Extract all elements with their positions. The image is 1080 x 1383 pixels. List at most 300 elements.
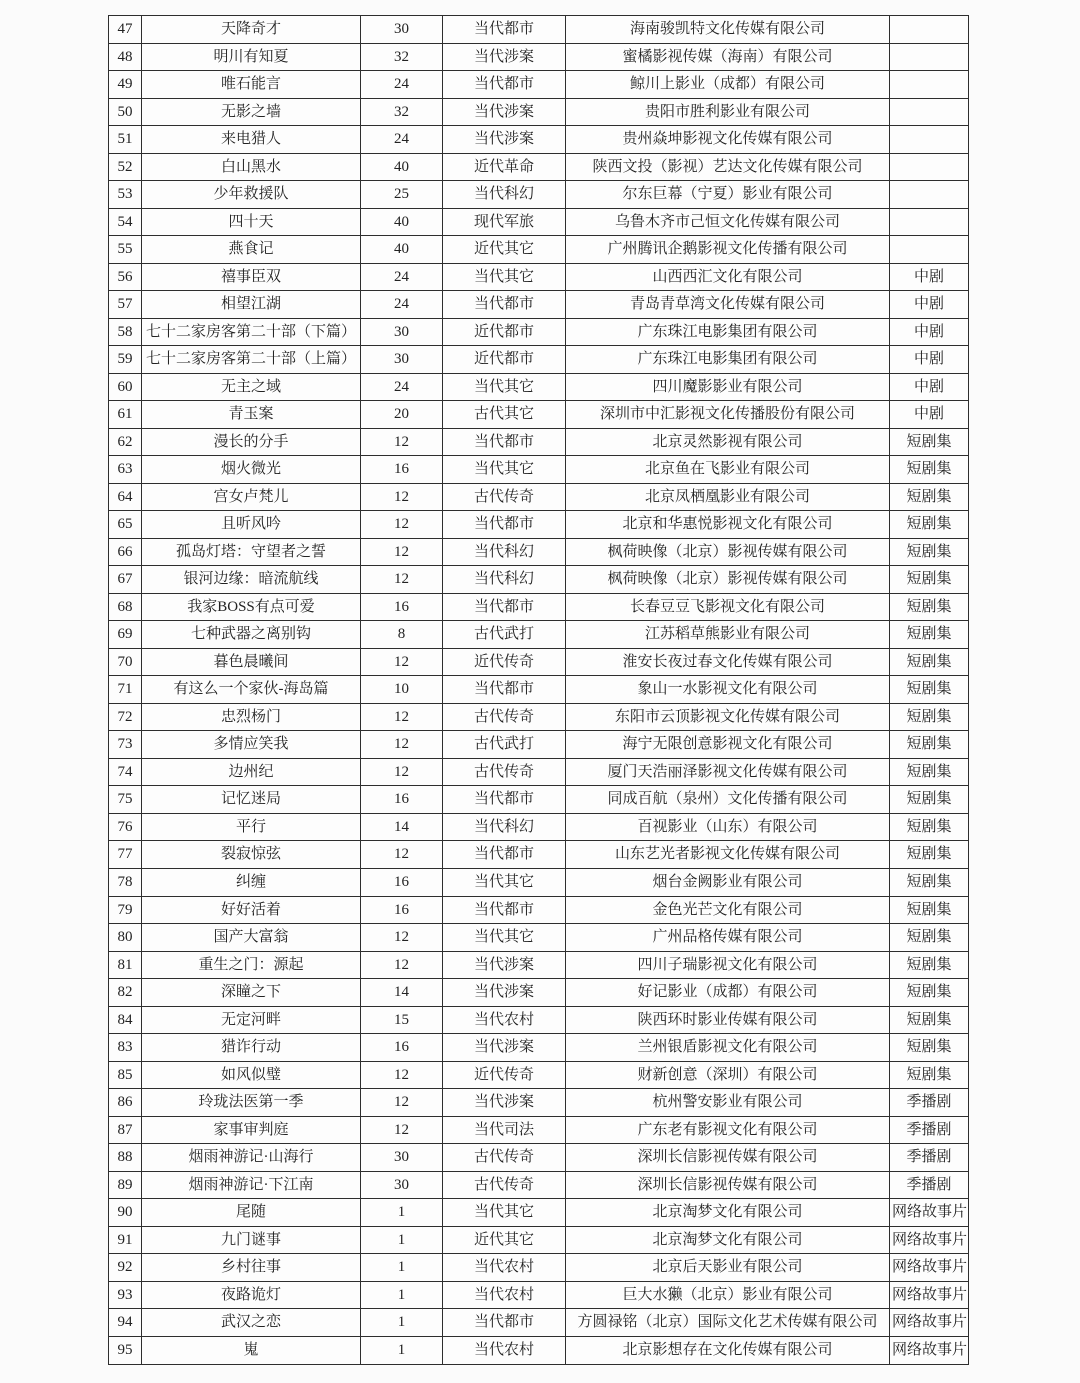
cell-episodes: 12 — [361, 1116, 443, 1144]
cell-company: 北京淘梦文化有限公司 — [566, 1226, 890, 1254]
cell-genre: 当代都市 — [443, 511, 566, 539]
cell-episodes: 24 — [361, 126, 443, 154]
cell-company: 青岛青草湾文化传媒有限公司 — [566, 291, 890, 319]
cell-title: 好好活着 — [142, 896, 361, 924]
cell-category — [890, 71, 969, 99]
table-row — [109, 786, 969, 814]
cell-title: 来电猎人 — [142, 126, 361, 154]
cell-category: 网络故事片 — [890, 1199, 969, 1227]
cell-category: 短剧集 — [890, 1006, 969, 1034]
cell-index: 69 — [109, 621, 142, 649]
table-row — [109, 896, 969, 924]
cell-genre: 当代科幻 — [443, 181, 566, 209]
cell-index: 55 — [109, 236, 142, 264]
cell-genre: 当代都市 — [443, 291, 566, 319]
cell-category: 短剧集 — [890, 758, 969, 786]
cell-episodes: 12 — [361, 758, 443, 786]
cell-index: 70 — [109, 648, 142, 676]
cell-category: 短剧集 — [890, 703, 969, 731]
cell-episodes: 24 — [361, 373, 443, 401]
cell-genre: 当代都市 — [443, 71, 566, 99]
cell-category: 中剧 — [890, 318, 969, 346]
cell-episodes: 32 — [361, 43, 443, 71]
cell-index: 66 — [109, 538, 142, 566]
cell-title: 宫女卢梵儿 — [142, 483, 361, 511]
cell-index: 61 — [109, 401, 142, 429]
cell-genre: 当代农村 — [443, 1281, 566, 1309]
cell-episodes: 12 — [361, 511, 443, 539]
cell-episodes: 30 — [361, 1144, 443, 1172]
cell-category: 中剧 — [890, 263, 969, 291]
cell-title: 嵬 — [142, 1336, 361, 1364]
table-row — [109, 236, 969, 264]
cell-genre: 当代涉案 — [443, 43, 566, 71]
cell-category: 短剧集 — [890, 483, 969, 511]
cell-episodes: 12 — [361, 731, 443, 759]
table-row — [109, 1144, 969, 1172]
cell-title: 少年救援队 — [142, 181, 361, 209]
cell-category: 短剧集 — [890, 731, 969, 759]
table-row — [109, 291, 969, 319]
cell-title: 禧事臣双 — [142, 263, 361, 291]
cell-index: 77 — [109, 841, 142, 869]
cell-company: 深圳市中汇影视文化传播股份有限公司 — [566, 401, 890, 429]
cell-index: 50 — [109, 98, 142, 126]
cell-company: 贵阳市胜利影业有限公司 — [566, 98, 890, 126]
cell-category: 短剧集 — [890, 868, 969, 896]
cell-index: 89 — [109, 1171, 142, 1199]
cell-title: 记忆迷局 — [142, 786, 361, 814]
cell-company: 长春豆豆飞影视文化有限公司 — [566, 593, 890, 621]
cell-index: 86 — [109, 1089, 142, 1117]
cell-index: 87 — [109, 1116, 142, 1144]
cell-category: 短剧集 — [890, 511, 969, 539]
cell-episodes: 14 — [361, 979, 443, 1007]
cell-company: 乌鲁木齐市己恒文化传媒有限公司 — [566, 208, 890, 236]
table-row — [109, 483, 969, 511]
cell-category: 短剧集 — [890, 648, 969, 676]
cell-episodes: 24 — [361, 291, 443, 319]
cell-episodes: 1 — [361, 1199, 443, 1227]
table-row — [109, 126, 969, 154]
cell-title: 乡村往事 — [142, 1254, 361, 1282]
cell-title: 白山黑水 — [142, 153, 361, 181]
cell-company: 枫荷映像（北京）影视传媒有限公司 — [566, 538, 890, 566]
table-row — [109, 731, 969, 759]
cell-category — [890, 181, 969, 209]
table-row — [109, 71, 969, 99]
cell-company: 广东老有影视文化有限公司 — [566, 1116, 890, 1144]
cell-title: 尾随 — [142, 1199, 361, 1227]
cell-index: 58 — [109, 318, 142, 346]
cell-episodes: 40 — [361, 208, 443, 236]
cell-company: 巨大水獭（北京）影业有限公司 — [566, 1281, 890, 1309]
cell-episodes: 32 — [361, 98, 443, 126]
cell-company: 象山一水影视文化有限公司 — [566, 676, 890, 704]
cell-category: 中剧 — [890, 346, 969, 374]
cell-title: 烟雨神游记·下江南 — [142, 1171, 361, 1199]
cell-genre: 当代都市 — [443, 786, 566, 814]
cell-genre: 近代革命 — [443, 153, 566, 181]
cell-episodes: 16 — [361, 868, 443, 896]
cell-company: 广东珠江电影集团有限公司 — [566, 346, 890, 374]
cell-episodes: 1 — [361, 1281, 443, 1309]
cell-title: 烟雨神游记·山海行 — [142, 1144, 361, 1172]
cell-title: 燕食记 — [142, 236, 361, 264]
cell-title: 无影之墙 — [142, 98, 361, 126]
cell-episodes: 12 — [361, 924, 443, 952]
table-row — [109, 401, 969, 429]
table-row — [109, 676, 969, 704]
cell-title: 裂寂惊弦 — [142, 841, 361, 869]
cell-episodes: 1 — [361, 1254, 443, 1282]
cell-genre: 古代其它 — [443, 401, 566, 429]
cell-genre: 当代科幻 — [443, 813, 566, 841]
cell-company: 财新创意（深圳）有限公司 — [566, 1061, 890, 1089]
table-row — [109, 1116, 969, 1144]
cell-category — [890, 98, 969, 126]
cell-episodes: 12 — [361, 538, 443, 566]
cell-index: 82 — [109, 979, 142, 1007]
cell-genre: 近代传奇 — [443, 1061, 566, 1089]
cell-title: 国产大富翁 — [142, 924, 361, 952]
cell-category: 中剧 — [890, 401, 969, 429]
cell-category: 中剧 — [890, 373, 969, 401]
cell-category: 短剧集 — [890, 1034, 969, 1062]
drama-table-body — [109, 16, 969, 1365]
table-row — [109, 428, 969, 456]
cell-episodes: 24 — [361, 263, 443, 291]
cell-company: 北京后天影业有限公司 — [566, 1254, 890, 1282]
cell-title: 明川有知夏 — [142, 43, 361, 71]
cell-index: 79 — [109, 896, 142, 924]
cell-title: 四十天 — [142, 208, 361, 236]
cell-genre: 现代军旅 — [443, 208, 566, 236]
cell-category: 网络故事片 — [890, 1336, 969, 1364]
cell-genre: 当代科幻 — [443, 566, 566, 594]
cell-category: 短剧集 — [890, 924, 969, 952]
table-row — [109, 181, 969, 209]
cell-title: 纠缠 — [142, 868, 361, 896]
cell-genre: 近代都市 — [443, 318, 566, 346]
cell-category: 短剧集 — [890, 896, 969, 924]
cell-title: 重生之门：源起 — [142, 951, 361, 979]
cell-company: 鲸川上影业（成都）有限公司 — [566, 71, 890, 99]
cell-episodes: 12 — [361, 951, 443, 979]
cell-genre: 近代传奇 — [443, 648, 566, 676]
cell-genre: 当代都市 — [443, 1309, 566, 1337]
table-row — [109, 621, 969, 649]
cell-index: 85 — [109, 1061, 142, 1089]
cell-company: 山东艺光者影视文化传媒有限公司 — [566, 841, 890, 869]
cell-episodes: 16 — [361, 786, 443, 814]
cell-index: 80 — [109, 924, 142, 952]
cell-category: 网络故事片 — [890, 1226, 969, 1254]
drama-list-table — [108, 15, 969, 1365]
cell-title: 无主之域 — [142, 373, 361, 401]
cell-category: 短剧集 — [890, 566, 969, 594]
cell-genre: 当代其它 — [443, 456, 566, 484]
table-row — [109, 1034, 969, 1062]
cell-title: 七十二家房客第二十部（上篇） — [142, 346, 361, 374]
cell-index: 72 — [109, 703, 142, 731]
cell-index: 95 — [109, 1336, 142, 1364]
cell-genre: 当代涉案 — [443, 126, 566, 154]
cell-episodes: 30 — [361, 16, 443, 44]
table-row — [109, 263, 969, 291]
cell-title: 多情应笑我 — [142, 731, 361, 759]
table-row — [109, 16, 969, 44]
cell-index: 60 — [109, 373, 142, 401]
cell-index: 93 — [109, 1281, 142, 1309]
cell-genre: 近代其它 — [443, 236, 566, 264]
cell-company: 兰州银盾影视文化有限公司 — [566, 1034, 890, 1062]
table-row — [109, 153, 969, 181]
cell-title: 忠烈杨门 — [142, 703, 361, 731]
cell-index: 68 — [109, 593, 142, 621]
cell-title: 武汉之恋 — [142, 1309, 361, 1337]
cell-company: 海南骏凯特文化传媒有限公司 — [566, 16, 890, 44]
cell-company: 枫荷映像（北京）影视传媒有限公司 — [566, 566, 890, 594]
cell-category: 网络故事片 — [890, 1254, 969, 1282]
cell-title: 有这么一个家伙-海岛篇 — [142, 676, 361, 704]
cell-genre: 当代涉案 — [443, 1089, 566, 1117]
cell-category: 短剧集 — [890, 979, 969, 1007]
table-row — [109, 566, 969, 594]
cell-index: 51 — [109, 126, 142, 154]
cell-title: 九门谜事 — [142, 1226, 361, 1254]
cell-index: 57 — [109, 291, 142, 319]
cell-genre: 古代传奇 — [443, 483, 566, 511]
cell-company: 海宁无限创意影视文化有限公司 — [566, 731, 890, 759]
table-row — [109, 1226, 969, 1254]
cell-category: 网络故事片 — [890, 1309, 969, 1337]
cell-episodes: 30 — [361, 318, 443, 346]
cell-genre: 当代农村 — [443, 1336, 566, 1364]
cell-episodes: 1 — [361, 1336, 443, 1364]
cell-episodes: 1 — [361, 1226, 443, 1254]
cell-category: 短剧集 — [890, 676, 969, 704]
table-row — [109, 1254, 969, 1282]
cell-category: 网络故事片 — [890, 1281, 969, 1309]
table-row — [109, 1006, 969, 1034]
cell-company: 广州腾讯企鹅影视文化传播有限公司 — [566, 236, 890, 264]
cell-category: 短剧集 — [890, 1061, 969, 1089]
cell-index: 67 — [109, 566, 142, 594]
cell-title: 孤岛灯塔：守望者之誓 — [142, 538, 361, 566]
cell-episodes: 30 — [361, 346, 443, 374]
cell-title: 相望江湖 — [142, 291, 361, 319]
cell-company: 北京凤栖凰影业有限公司 — [566, 483, 890, 511]
table-row — [109, 373, 969, 401]
table-row — [109, 318, 969, 346]
cell-index: 88 — [109, 1144, 142, 1172]
cell-episodes: 30 — [361, 1171, 443, 1199]
cell-category: 短剧集 — [890, 621, 969, 649]
cell-genre: 当代农村 — [443, 1254, 566, 1282]
table-row — [109, 1061, 969, 1089]
cell-index: 52 — [109, 153, 142, 181]
cell-index: 91 — [109, 1226, 142, 1254]
table-row — [109, 813, 969, 841]
table-row — [109, 511, 969, 539]
cell-genre: 当代涉案 — [443, 951, 566, 979]
cell-title: 边州纪 — [142, 758, 361, 786]
cell-episodes: 12 — [361, 1089, 443, 1117]
cell-genre: 古代传奇 — [443, 1171, 566, 1199]
cell-genre: 当代其它 — [443, 868, 566, 896]
cell-index: 48 — [109, 43, 142, 71]
cell-company: 北京鱼在飞影业有限公司 — [566, 456, 890, 484]
cell-company: 深圳长信影视传媒有限公司 — [566, 1171, 890, 1199]
cell-title: 暮色晨曦间 — [142, 648, 361, 676]
cell-title: 家事审判庭 — [142, 1116, 361, 1144]
cell-genre: 当代司法 — [443, 1116, 566, 1144]
cell-index: 92 — [109, 1254, 142, 1282]
cell-episodes: 1 — [361, 1309, 443, 1337]
cell-genre: 当代其它 — [443, 373, 566, 401]
table-row — [109, 1281, 969, 1309]
cell-genre: 古代武打 — [443, 621, 566, 649]
cell-category: 短剧集 — [890, 786, 969, 814]
table-row — [109, 979, 969, 1007]
table-row — [109, 924, 969, 952]
cell-title: 夜路诡灯 — [142, 1281, 361, 1309]
cell-title: 银河边缘：暗流航线 — [142, 566, 361, 594]
cell-company: 山西西汇文化有限公司 — [566, 263, 890, 291]
cell-genre: 当代都市 — [443, 16, 566, 44]
cell-episodes: 40 — [361, 153, 443, 181]
cell-episodes: 12 — [361, 841, 443, 869]
cell-company: 北京灵然影视有限公司 — [566, 428, 890, 456]
cell-title: 深瞳之下 — [142, 979, 361, 1007]
cell-company: 尔东巨幕（宁夏）影业有限公司 — [566, 181, 890, 209]
cell-title: 玲珑法医第一季 — [142, 1089, 361, 1117]
cell-company: 陕西文投（影视）艺达文化传媒有限公司 — [566, 153, 890, 181]
cell-title: 无定河畔 — [142, 1006, 361, 1034]
cell-episodes: 16 — [361, 1034, 443, 1062]
cell-index: 64 — [109, 483, 142, 511]
cell-episodes: 14 — [361, 813, 443, 841]
cell-episodes: 15 — [361, 1006, 443, 1034]
cell-genre: 古代武打 — [443, 731, 566, 759]
cell-category: 短剧集 — [890, 538, 969, 566]
cell-company: 北京和华惠悦影视文化有限公司 — [566, 511, 890, 539]
cell-title: 七种武器之离别钩 — [142, 621, 361, 649]
cell-episodes: 12 — [361, 428, 443, 456]
cell-company: 好记影业（成都）有限公司 — [566, 979, 890, 1007]
cell-company: 江苏稻草熊影业有限公司 — [566, 621, 890, 649]
table-row — [109, 593, 969, 621]
cell-index: 53 — [109, 181, 142, 209]
cell-episodes: 10 — [361, 676, 443, 704]
cell-category: 季播剧 — [890, 1089, 969, 1117]
cell-genre: 当代都市 — [443, 896, 566, 924]
cell-index: 49 — [109, 71, 142, 99]
cell-genre: 当代涉案 — [443, 1034, 566, 1062]
cell-index: 62 — [109, 428, 142, 456]
table-row — [109, 1199, 969, 1227]
cell-title: 平行 — [142, 813, 361, 841]
cell-index: 83 — [109, 1034, 142, 1062]
cell-genre: 当代都市 — [443, 428, 566, 456]
cell-index: 54 — [109, 208, 142, 236]
table-row — [109, 43, 969, 71]
table-row — [109, 208, 969, 236]
cell-title: 唯石能言 — [142, 71, 361, 99]
cell-category: 短剧集 — [890, 951, 969, 979]
cell-episodes: 8 — [361, 621, 443, 649]
cell-episodes: 16 — [361, 456, 443, 484]
cell-category: 短剧集 — [890, 593, 969, 621]
cell-category — [890, 43, 969, 71]
cell-episodes: 12 — [361, 1061, 443, 1089]
cell-category: 短剧集 — [890, 813, 969, 841]
cell-company: 陕西环时影业传媒有限公司 — [566, 1006, 890, 1034]
cell-category: 中剧 — [890, 291, 969, 319]
table-row — [109, 758, 969, 786]
cell-company: 百视影业（山东）有限公司 — [566, 813, 890, 841]
cell-index: 78 — [109, 868, 142, 896]
cell-index: 65 — [109, 511, 142, 539]
table-row — [109, 951, 969, 979]
cell-genre: 古代传奇 — [443, 1144, 566, 1172]
cell-category — [890, 16, 969, 44]
cell-genre: 当代科幻 — [443, 538, 566, 566]
table-row — [109, 456, 969, 484]
cell-genre: 当代其它 — [443, 263, 566, 291]
cell-company: 厦门天浩丽泽影视文化传媒有限公司 — [566, 758, 890, 786]
cell-genre: 近代其它 — [443, 1226, 566, 1254]
cell-title: 漫长的分手 — [142, 428, 361, 456]
cell-genre: 当代都市 — [443, 593, 566, 621]
cell-index: 84 — [109, 1006, 142, 1034]
cell-company: 东阳市云顶影视文化传媒有限公司 — [566, 703, 890, 731]
cell-genre: 当代都市 — [443, 841, 566, 869]
table-row — [109, 648, 969, 676]
cell-category: 短剧集 — [890, 456, 969, 484]
table-row — [109, 1336, 969, 1364]
table-row — [109, 1171, 969, 1199]
table-row — [109, 538, 969, 566]
cell-episodes: 16 — [361, 593, 443, 621]
table-row — [109, 1089, 969, 1117]
cell-genre: 近代都市 — [443, 346, 566, 374]
cell-title: 我家BOSS有点可爱 — [142, 593, 361, 621]
cell-index: 75 — [109, 786, 142, 814]
table-row — [109, 703, 969, 731]
cell-company: 同成百航（泉州）文化传播有限公司 — [566, 786, 890, 814]
cell-index: 76 — [109, 813, 142, 841]
cell-company: 深圳长信影视传媒有限公司 — [566, 1144, 890, 1172]
cell-index: 47 — [109, 16, 142, 44]
cell-index: 73 — [109, 731, 142, 759]
table-row — [109, 98, 969, 126]
cell-index: 94 — [109, 1309, 142, 1337]
cell-company: 广州品格传媒有限公司 — [566, 924, 890, 952]
cell-category — [890, 153, 969, 181]
cell-company: 广东珠江电影集团有限公司 — [566, 318, 890, 346]
table-row — [109, 346, 969, 374]
cell-episodes: 16 — [361, 896, 443, 924]
cell-category: 季播剧 — [890, 1171, 969, 1199]
cell-company: 四川魔影影业有限公司 — [566, 373, 890, 401]
cell-index: 71 — [109, 676, 142, 704]
cell-episodes: 12 — [361, 483, 443, 511]
cell-genre: 当代其它 — [443, 924, 566, 952]
cell-genre: 当代其它 — [443, 1199, 566, 1227]
cell-company: 四川子瑞影视文化有限公司 — [566, 951, 890, 979]
